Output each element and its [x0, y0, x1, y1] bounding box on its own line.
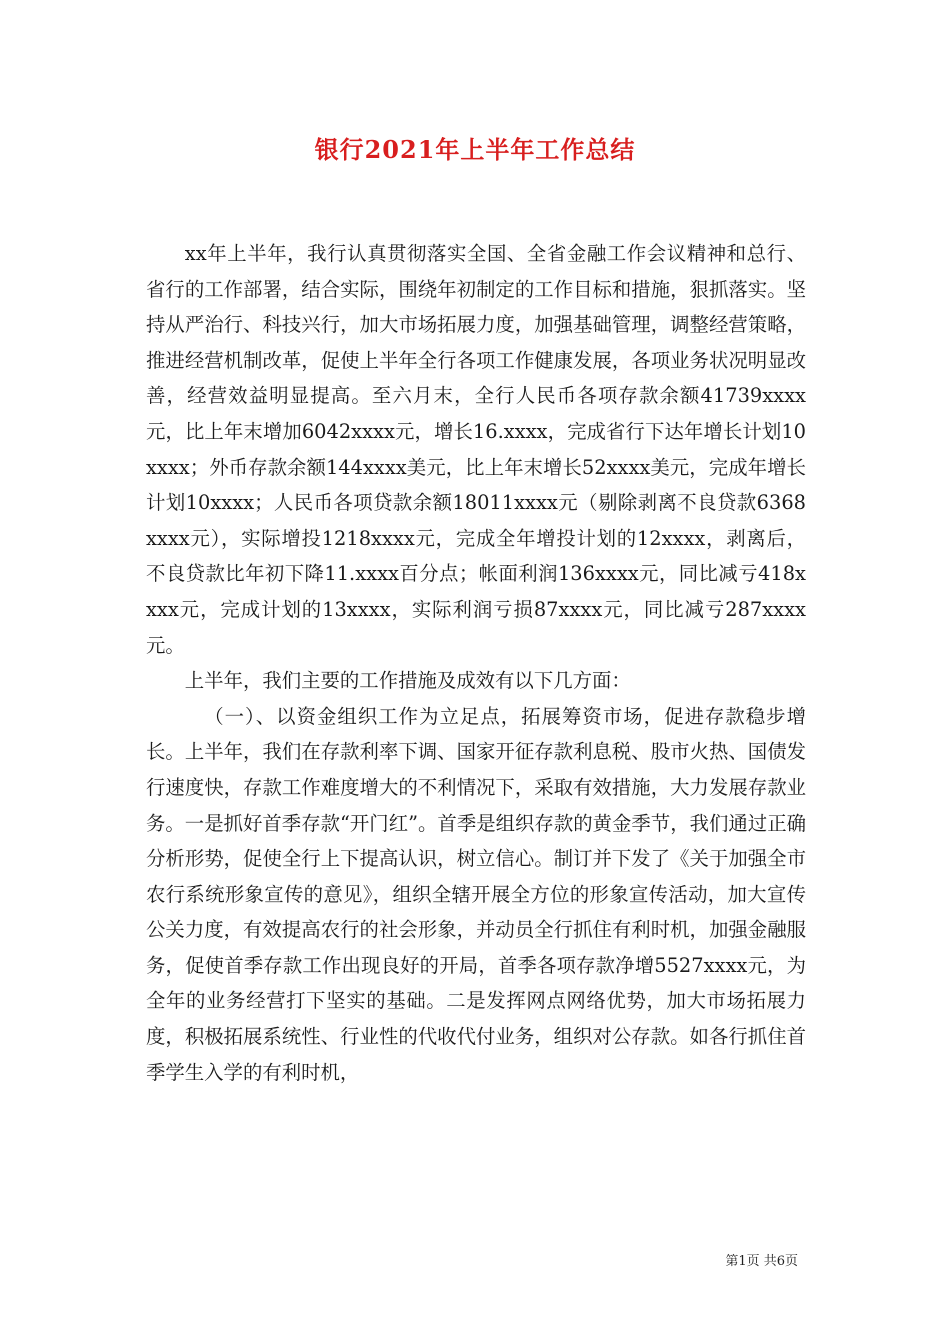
- paragraph-section-one: （一）、以资金组织工作为立足点，拓展筹资市场，促进存款稳步增长。上半年，我们在存款利率下调、国家开征存款利息税、股市火热、国债发行速度快，存款工作难度增大的不利情况下，采取有效措施，大力发展存款业务。一是抓好首季存款“开门红”。首季是组织存款的黄金季节，我们通过正确分析形势，促使全行上下提高认识，树立信心。制订并下发了《关于加强全市农行系统形象宣传的意见》，组织全辖开展全方位的形象宣传活动，加大宣传公关力度，有效提高农行的社会形象，并动员全行抓住有利时机，加强金融服务，促使首季存款工作出现良好的开局，首季各项存款净增5527xxxx元，为全年的业务经营打下坚实的基础。二是发挥网点网络优势，加大市场拓展力度，积极拓展系统性、行业性的代收代付业务，组织对公存款。如各行抓住首季学生入学的有利时机，: [146, 704, 806, 1084]
- paragraph-measures-intro: 上半年，我们主要的工作措施及成效有以下几方面：: [184, 669, 631, 693]
- document-body: [146, 236, 806, 1090]
- document-title: 银行2021年上半年工作总结: [314, 135, 636, 164]
- page-number: 第1页 共6页: [725, 1254, 798, 1269]
- paragraph-summary: xx年上半年，我行认真贯彻落实全国、全省金融工作会议精神和总行、省行的工作部署，结合实际，围绕年初制定的工作目标和措施，狠抓落实。坚持从严治行、科技兴行，加大市场拓展力度，加强基础管理，调整经营策略，推进经营机制改革，促使上半年全行各项工作健康发展，各项业务状况明显改善，经营效益明显提高。至六月末，全行人民币各项存款余额41739xxxx元，比上年末增加6042xxxx元，增长16.xxxx，完成省行下达年增长计划10xxxx；外币存款余额144xxxx美元，比上年末增长52xxxx美元，完成年增长计划10xxxx；人民币各项贷款余额18011xxxx元（剔除剥离不良贷款6368xxxx元），实际增投1218xxxx元，完成全年增投计划的12xxxx，剥离后，不良贷款比年初下降11.xxxx百分点；帐面利润136xxxx元，同比减亏418xxxx元，完成计划的13xxxx，实际利润亏损87xxxx元，同比减亏287xxxx元。: [146, 242, 806, 657]
